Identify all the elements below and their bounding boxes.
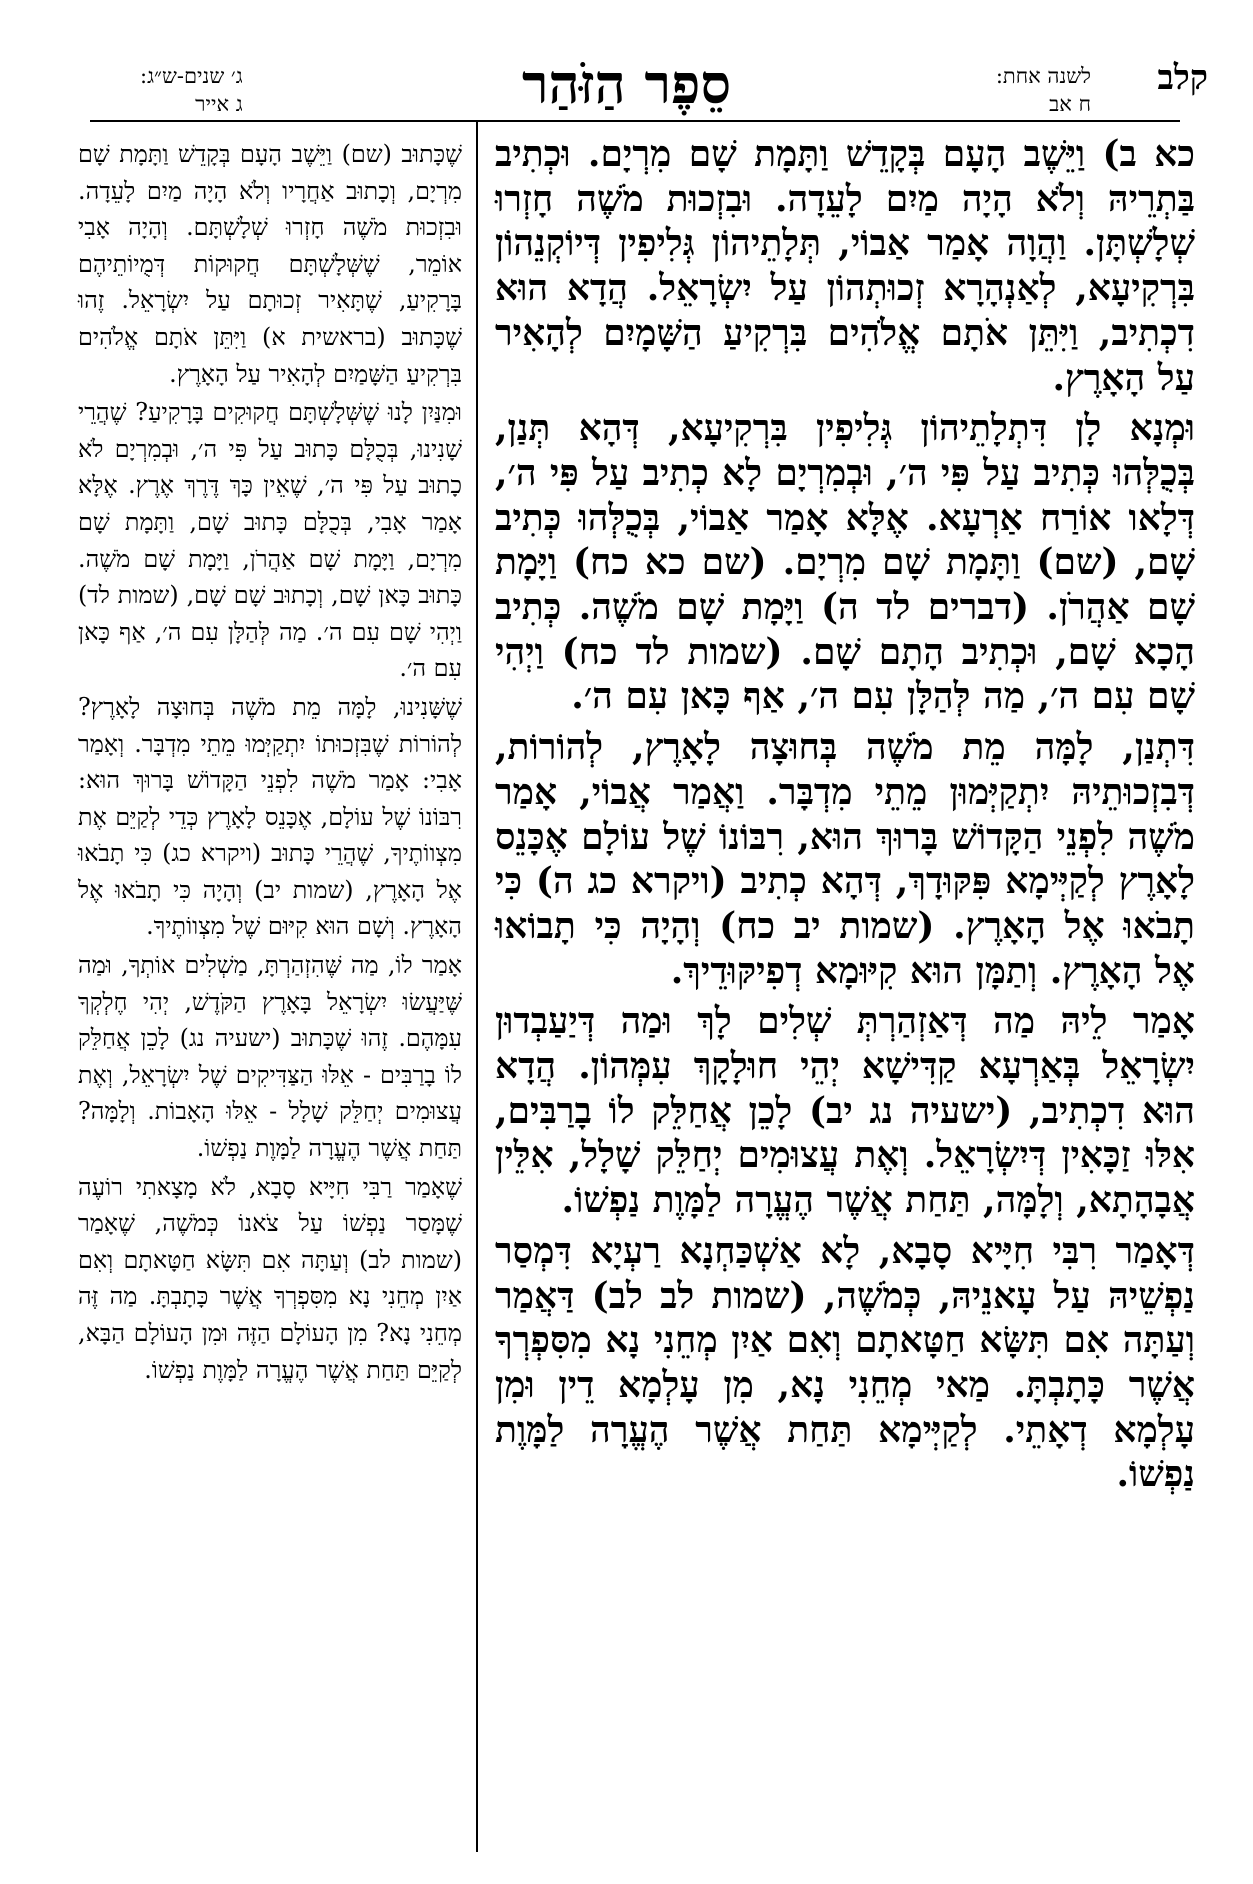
translation-paragraph: שֶׁכָּתוּב (שם) וַיֵּשֶׁב הָעָם בְּקָדֵשׁ וַתָּמָת שָׁם מִרְיָם, וְכָתוּב אַחֲרָיו וְלֹא הָיָה מַיִם לָעֵדָה. וּבִזְכוּת מֹשֶׁה חָזְרוּ שְׁלָשְׁתָּם. וְהָיָה אָבִי אוֹמֵר, שֶׁשְּׁלָשְׁתָּם חֲקוּקוֹת דְּמֻיוֹתֵיהֶם בָּרָקִיעַ, שֶׁתָּאִיר זְכוּתָם עַל יִשְׂרָאֵל. זֶהוּ שֶׁכָּתוּב (בראשית א) וַיִּתֵּן אֹתָם אֱלֹהִים בִּרְקִיעַ הַשָּׁמַיִם לְהָאִיר עַל הָאָרֶץ. xyxy=(78,140,462,388)
translation-paragraph: וּמִנַּיִן לָנוּ שֶׁשְּׁלָשְׁתָּם חֲקוּקִים בָּרָקִיעַ? שֶׁהֲרֵי שָׁנִינוּ, בְּכֻלָּם כָּתוּב עַל פִּי ה׳, וּבְמִרְיָם לֹא כָתוּב עַל פִּי ה׳, שֶׁאֵין כָּךְ דֶּרֶךְ אֶרֶץ. אֶלָּא אָמַר אָבִי, בְּכֻלָּם כָּתוּב שָׁם, וַתָּמָת שָׁם מִרְיָם, וַיָּמָת שָׁם אַהֲרֹן, וַיָּמָת שָׁם מֹשֶׁה. כָּתוּב כָּאן שָׁם, וְכָתוּב שָׁם שָׁם, (שמות לד) וַיְהִי שָׁם עִם ה׳. מַה לְּהַלָּן עִם ה׳, אַף כָּאן עִם ה׳. xyxy=(78,398,462,683)
translation-paragraph: שֶׁאָמַר רַבִּי חִיָּיא סָבָא, לֹא מָצָאתִי רוֹעֶה שֶׁמָּסַר נַפְשׁוֹ עַל צֹאנוֹ כְּמֹשֶׁה, שֶׁאָמַר (שמות לב) וְעַתָּה אִם תִּשָּׂא חַטָּאתָם וְאִם אַיִן מְחֵנִי נָא מִסִּפְרְךָ אֲשֶׁר כָּתָבְתָּ. מַה זֶּה מְחֵנִי נָא? מִן הָעוֹלָם הַזֶּה וּמִן הָעוֹלָם הַבָּא, לְקַיֵּם תַּחַת אֲשֶׁר הֶעֱרָה לַמָּוֶת נַפְשׁוֹ. xyxy=(78,1172,462,1384)
page-number: קלב xyxy=(1157,58,1208,98)
main-text-column xyxy=(495,132,1195,1497)
book-title: סֵפֶר הַזֹּהַר xyxy=(521,52,732,116)
main-paragraph: אָמַר לֵיהּ מַה דְּאַזְהַרְתְּ שְׁלִים לָךְ וּמַה דְּיַעַבְדוּן יִשְׂרָאֵל בְּאַרְעָא קַדִּישָׁא יְהֵי חוּלָקָךְ עִמְּהוֹן. הֲדָא הוּא דִכְתִיב, (ישעיה נג יב) לָכֵן אֲחַלֵּק לוֹ בָרַבִּים, אִלּוּ זַכָּאִין דְּיִשְׂרָאֵל. וְאֶת עֲצוּמִים יְחַלֵּק שָׁלָל, אִלֵּין אֲבָהָתָא, וְלָמָּה, תַּחַת אֲשֶׁר הֶעֱרָה לַמָּוֶת נַפְשׁוֹ. xyxy=(495,1000,1195,1222)
translation-column xyxy=(78,136,462,1388)
header-left-info xyxy=(140,62,243,118)
column-divider xyxy=(476,122,478,1852)
main-paragraph: דְּאָמַר רִבִּי חִיָּיא סָבָא, לָא אַשְׁכַּחְנָא רַעְיָא דִּמְסַר נַפְשֵׁיהּ עַל עָאנֵיהּ, כְּמֹשֶׁה, (שמות לב לב) דַּאֲמַר וְעַתָּה אִם תִּשָּׂא חַטָּאתָם וְאִם אַיִן מְחֵנִי נָא מִסִּפְרְךָ אֲשֶׁר כָּתָבְתָּ. מַאי מְחֵנִי נָא, מִן עָלְמָא דֵין וּמִן עָלְמָא דְאָתֵי. לְקַיְּימָא תַּחַת אֲשֶׁר הֶעֱרָה לַמָּוֶת נַפְשׁוֹ. xyxy=(495,1229,1195,1496)
translation-paragraph: שֶׁשָּׁנִינוּ, לָמָּה מֵת מֹשֶׁה בְּחוּצָה לָאָרֶץ? לְהוֹרוֹת שֶׁבִּזְכוּתוֹ יִתְקַיְּמוּ מֵתֵי מִדְבָּר. וְאָמַר אָבִי: אָמַר מֹשֶׁה לִפְנֵי הַקָּדוֹשׁ בָּרוּךְ הוּא: רִבּוֹנוֹ שֶׁל עוֹלָם, אֶכָּנֵס לָאָרֶץ כְּדֵי לְקַיֵּם אֶת מִצְווֹתֶיךָ, שֶׁהֲרֵי כָּתוּב (ויקרא כג) כִּי תָבֹאוּ אֶל הָאָרֶץ, (שמות יב) וְהָיָה כִּי תָבֹאוּ אֶל הָאָרֶץ. וְשָׁם הוּא קִיּוּם שֶׁל מִצְווֹתֶיךָ. xyxy=(78,692,462,941)
main-paragraph: וּמְנָא לָן דִּתְלָתֵיהוֹן גְּלִיפִין בִּרְקִיעָא, דְּהָא תְּנַן, בְּכֻלְּהוּ כְּתִיב עַל פִּי ה׳, וּבְמִרְיָם לָא כְתִיב עַל פִּי ה׳, דְּלָאו אוֹרַח אַרְעָא. אֶלָּא אָמַר אַבוֹי, בְּכֻלְּהוּ כְּתִיב שָׁם, (שם) וַתָּמָת שָׁם מִרְיָם. (שם כא כח) וַיָּמָת שָׁם אַהֲרֹן. (דברים לד ה) וַיָּמָת שָׁם מֹשֶׁה. כְּתִיב הָכָא שָׁם, וּכְתִיב הָתָם שָׁם. (שמות לד כח) וַיְהִי שָׁם עִם ה׳, מַה לְּהַלָּן עִם ה׳, אַף כָּאן עִם ה׳. xyxy=(495,407,1195,718)
header-left-line1: ג׳ שנים-ש״ג: xyxy=(140,64,243,88)
header-left-line2: ג אייר xyxy=(195,92,243,116)
header-right-line2: ח אב xyxy=(1049,92,1091,116)
main-paragraph: כא ב) וַיֵּשֶׁב הָעָם בְּקָדֵשׁ וַתָּמָת שָׁם מִרְיָם. וּכְתִיב בַּתְרֵיהּ וְלֹא הָיָה מַיִם לָעֵדָה. וּבִזְכוּת מֹשֶׁה חָזְרוּ שְׁלָשְׁתָּן. וַהֲוָה אָמַר אַבוֹי, תְּלָתֵיהוֹן גְּלִיפִין דְּיוֹקְנֵהוֹן בִּרְקִיעָא, לְאַנְהָרָא זְכוּתְהוֹן עַל יִשְׂרָאֵל. הֲדָא הוּא דִכְתִיב, וַיִּתֵּן אֹתָם אֱלֹהִים בִּרְקִיעַ הַשָּׁמָיִם לְהָאִיר עַל הָאָרֶץ. xyxy=(495,133,1195,399)
header-right-line1: לשנה אחת: xyxy=(995,64,1091,88)
page-header xyxy=(0,52,1253,128)
main-paragraph: דִּתְנַן, לָמָּה מֵת מֹשֶׁה בְּחוּצָה לָאָרֶץ, לְהוֹרוֹת, דְּבִזְכוּתֵיהּ יִתְקַיְּמוּן מֵתֵי מִדְבָּר. וַאֲמַר אֲבוֹי, אָמַר מֹשֶׁה לִפְנֵי הַקָּדוֹשׁ בָּרוּךְ הוּא, רִבּוֹנוֹ שֶׁל עוֹלָם אֶכָּנֵס לָאָרֶץ לְקַיְּימָא פִּקּוּדָךְ, דְּהָא כְתִיב (ויקרא כג ה) כִּי תָבֹאוּ אֶל הָאָרֶץ. (שמות יב כח) וְהָיָה כִּי תָבוֹאוּ אֶל הָאָרֶץ. וְתַמָּן הוּא קִיּוּמָא דְפִיקּוּדֵיךְ. xyxy=(495,726,1195,992)
header-divider xyxy=(90,120,1180,122)
translation-paragraph: אָמַר לוֹ, מַה שֶּׁהִזְהַרְתָּ, מַשְׁלִים אוֹתְךָ, וּמַה שֶּׁיַּעֲשׂוּ יִשְׂרָאֵל בָּאָרֶץ הַקֹּדֶשׁ, יְהִי חֶלְקְךָ עִמָּהֶם. זֶהוּ שֶׁכָּתוּב (ישעיה נג) לָכֵן אֲחַלֵּק לוֹ בָרַבִּים - אֵלּוּ הַצַּדִּיקִים שֶׁל יִשְׂרָאֵל, וְאֶת עֲצוּמִים יְחַלֵּק שָׁלָל - אֵלּוּ הָאָבוֹת. וְלָמָּה? תַּחַת אֲשֶׁר הֶעֱרָה לַמָּוֶת נַפְשׁוֹ. xyxy=(78,951,462,1163)
